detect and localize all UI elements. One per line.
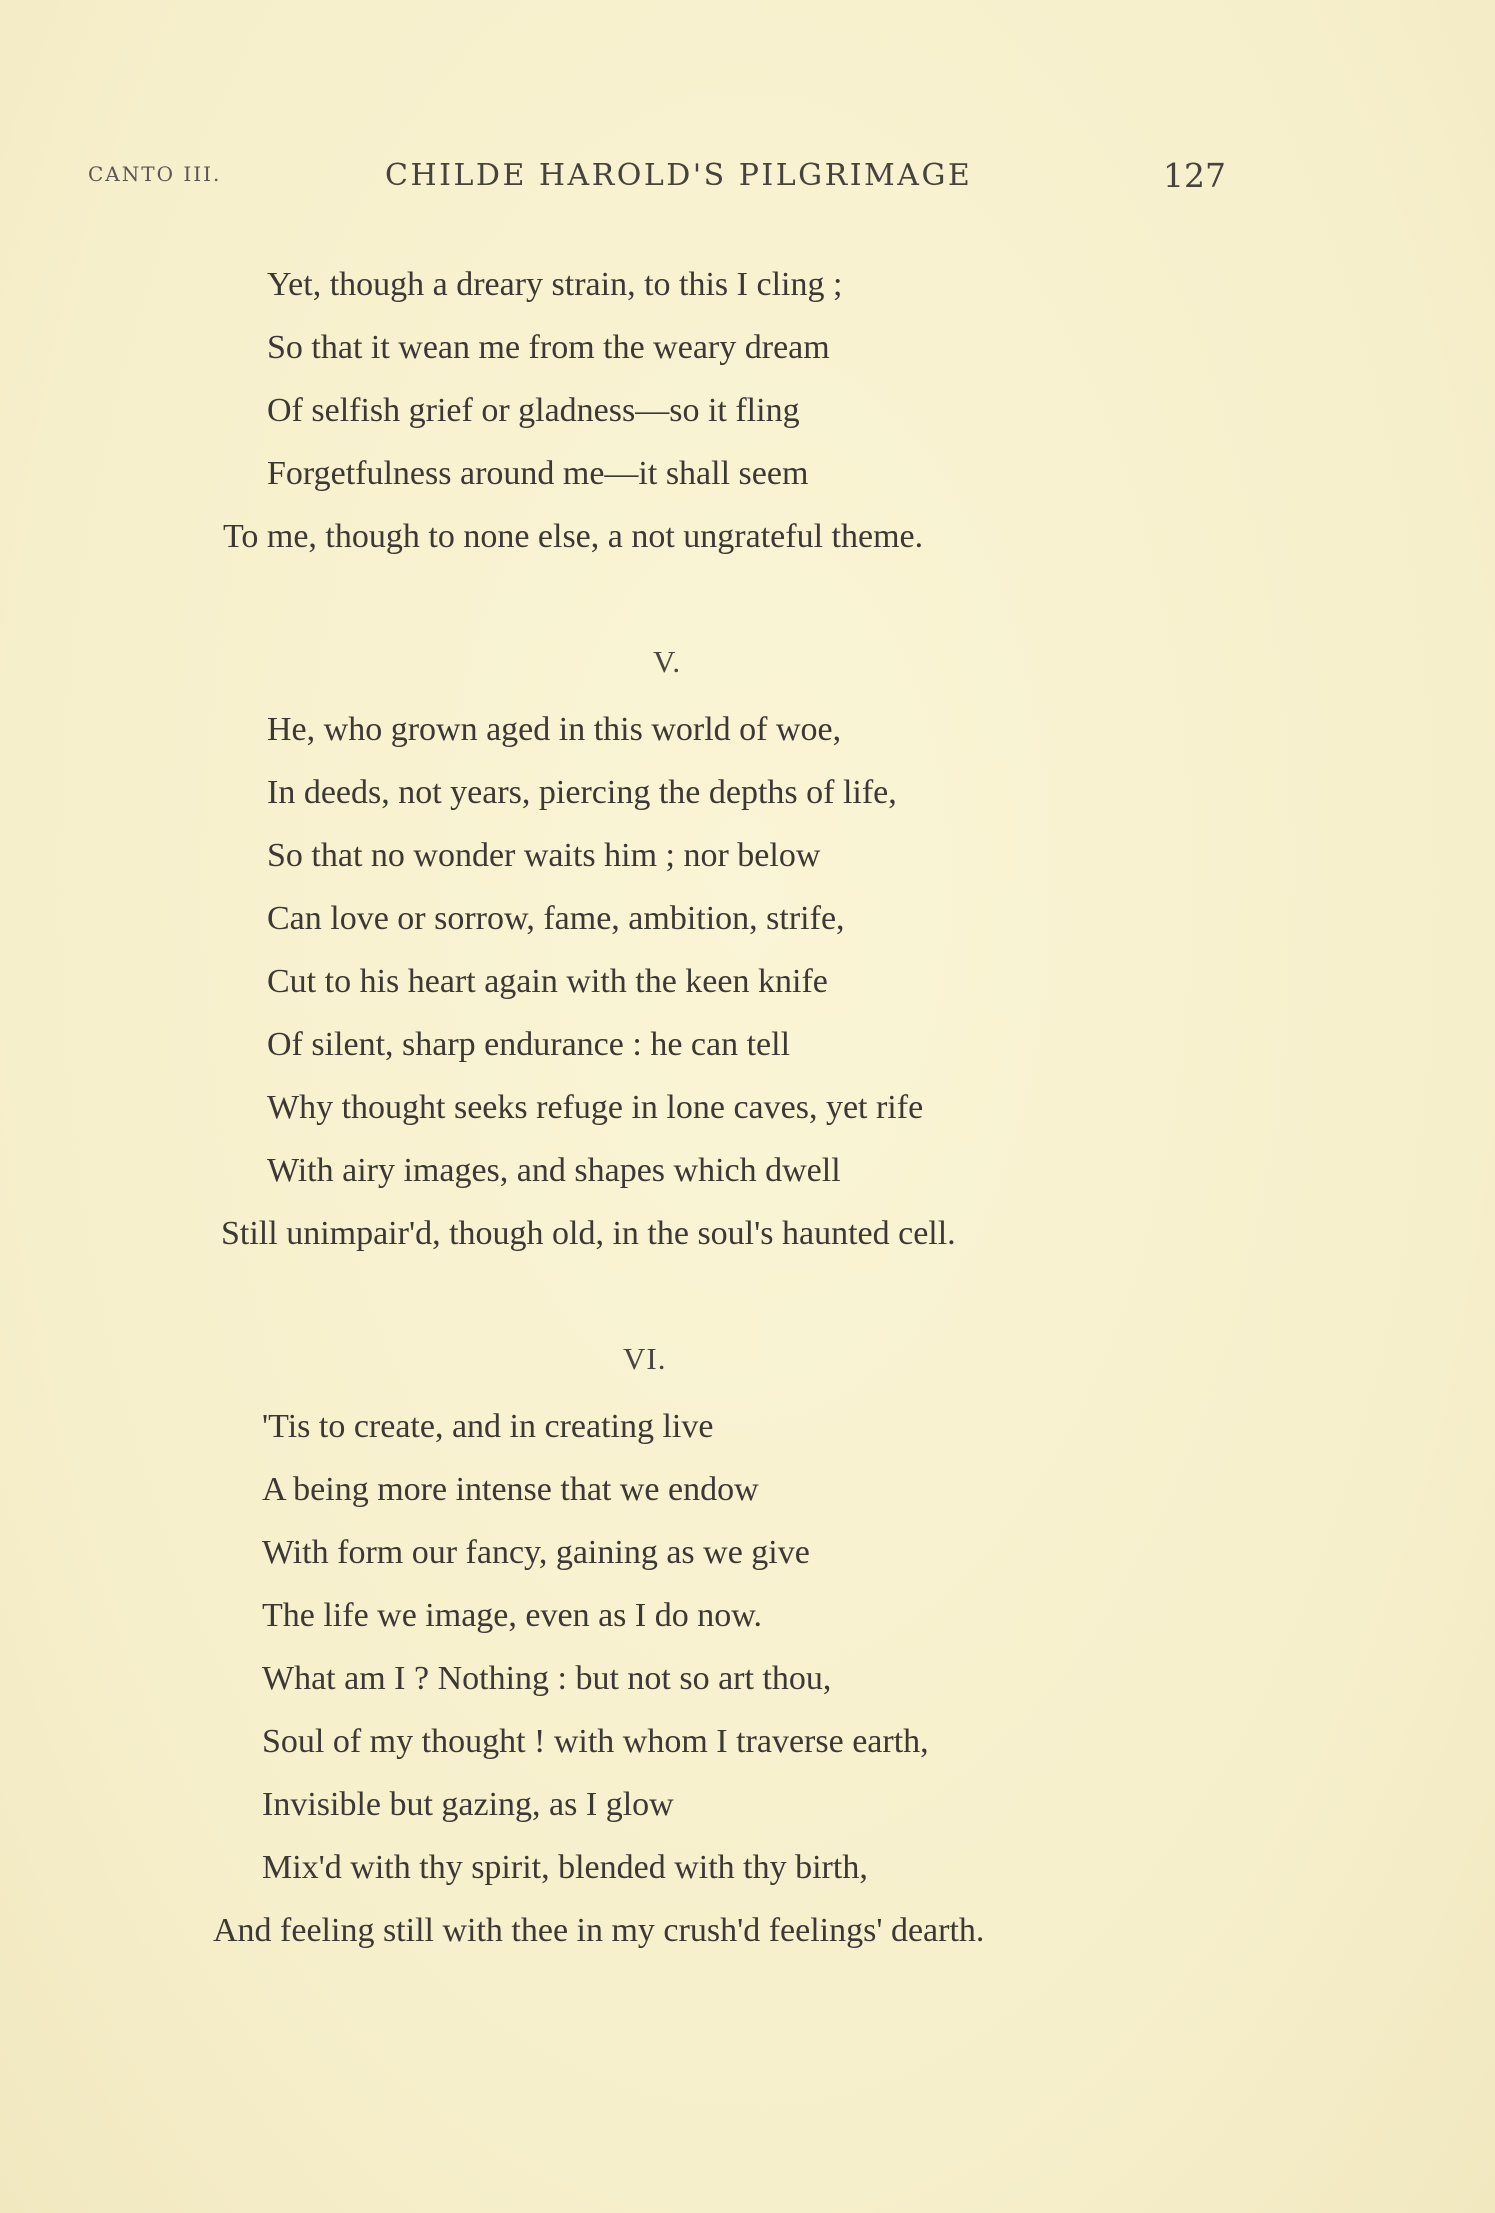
verse-line: Forgetfulness around me—it shall seem: [267, 455, 809, 492]
verse-line: Yet, though a dreary strain, to this I cling ;: [267, 266, 843, 303]
verse-line: And feeling still with thee in my crush'd feelings' dearth.: [213, 1912, 985, 1949]
verse-line: Soul of my thought ! with whom I traverse earth,: [262, 1723, 929, 1760]
verse-line: In deeds, not years, piercing the depths of life,: [267, 774, 897, 811]
verse-line: The life we image, even as I do now.: [262, 1597, 763, 1634]
verse-line: Still unimpair'd, though old, in the soul's haunted cell.: [221, 1215, 956, 1252]
stanza-numeral: V.: [653, 644, 682, 679]
verse-line: Invisible but gazing, as I glow: [262, 1786, 674, 1823]
verse-line: So that it wean me from the weary dream: [267, 329, 830, 366]
verse-line: What am I ? Nothing : but not so art thou,: [262, 1660, 832, 1697]
verse-line: 'Tis to create, and in creating live: [262, 1408, 714, 1445]
verse-line: Cut to his heart again with the keen knife: [267, 963, 828, 1000]
verse-line: Can love or sorrow, fame, ambition, strife,: [267, 900, 845, 937]
page-number: 127: [1163, 156, 1226, 195]
verse-line: A being more intense that we endow: [262, 1471, 759, 1508]
running-head: [0, 158, 1495, 198]
verse-line: Of silent, sharp endurance : he can tell: [267, 1026, 791, 1063]
verse-line: Of selfish grief or gladness—so it fling: [267, 392, 800, 429]
verse-line: With form our fancy, gaining as we give: [262, 1534, 810, 1571]
canto-label: CANTO III.: [88, 162, 222, 186]
verse-line: He, who grown aged in this world of woe,: [267, 711, 842, 748]
verse-line: With airy images, and shapes which dwell: [267, 1152, 841, 1189]
verse-line: To me, though to none else, a not ungrateful theme.: [223, 518, 924, 555]
stanza-numeral: VI.: [623, 1341, 667, 1376]
verse-line: Mix'd with thy spirit, blended with thy birth,: [262, 1849, 868, 1886]
verse-line: So that no wonder waits him ; nor below: [267, 837, 821, 874]
verse-line: Why thought seeks refuge in lone caves, yet rife: [267, 1089, 924, 1126]
book-title: CHILDE HAROLD'S PILGRIMAGE: [385, 158, 973, 193]
